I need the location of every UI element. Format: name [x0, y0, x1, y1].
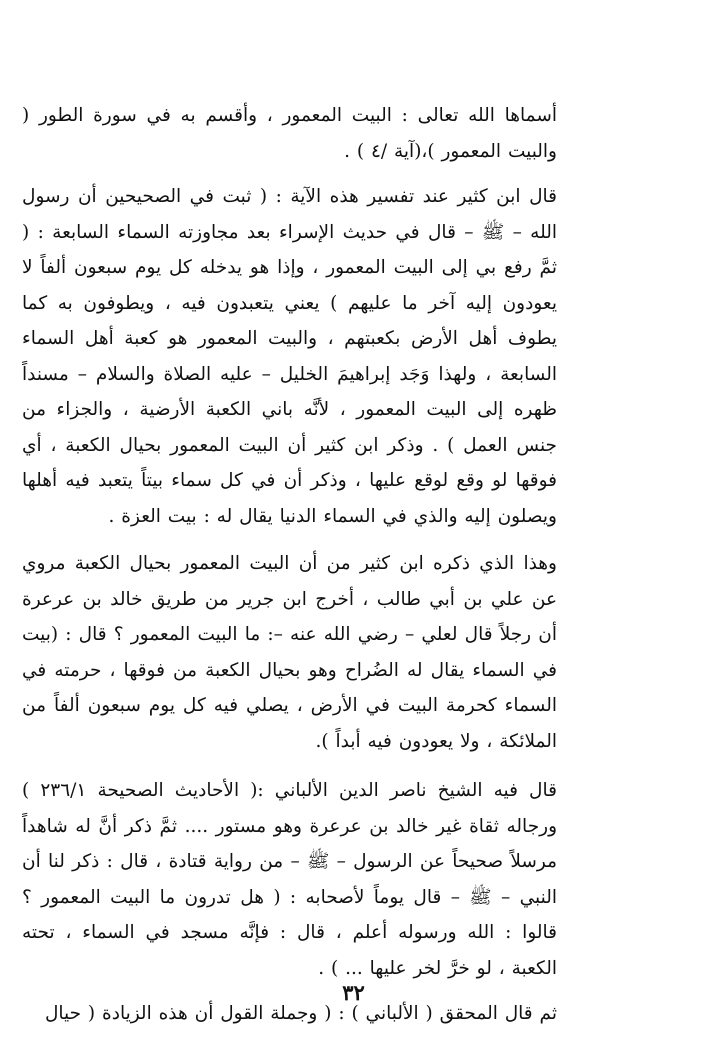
page-body — [22, 98, 557, 1032]
paragraph-5: ثم قال المحقق ( الألباني ) : ( وجملة القول أن هذه الزيادة ( حيال — [44, 1003, 557, 1024]
paragraph-4: قال فيه الشيخ ناصر الدين الألباني :( الأحاديث الصحيحة ٢٣٦/١ ) ورجاله ثقاة غير خالد بن عرعرة وهو مستور .... ثمَّ ذكر أنَّ له شاهداً مرسلاً صحيحاً عن الرسول – ﷺ – من رواية قتادة ، قال : ذكر لنا أن النبي – ﷺ – قال يوماً لأصحابه : ( هل تدرون ما البيت المعمور ؟ قالوا : الله ورسوله أعلم ، قال : فإنَّه مسجد في السماء ، تحته الكعبة ، لو خرَّ لخر عليها ... ) . — [22, 780, 557, 979]
paragraph-1: أسماها الله تعالى : البيت المعمور ، وأقسم به في سورة الطور ( والبيت المعمور )،(آية /٤ ) . — [22, 105, 557, 162]
paragraph-2: قال ابن كثير عند تفسير هذه الآية : ( ثبت في الصحيحين أن رسول الله – ﷺ – قال في حديث الإسراء بعد مجاوزته السماء السابعة : ( ثمَّ رفع بي إلى البيت المعمور ، وإذا هو يدخله كل يوم سبعون ألفاً لا يعودون إليه آخر ما عليهم ) يعني يتعبدون فيه ، ويطوفون به كما يطوف أهل الأرض بكعبتهم ، والبيت المعمور هو كعبة أهل السماء السابعة ، ولهذا وَجَد إبراهيمَ الخليل – عليه الصلاة والسلام – مسنداً ظهره إلى البيت المعمور ، لأنَّه باني الكعبة الأرضية ، والجزاء من جنس العمل ) . وذكر ابن كثير أن البيت المعمور بحيال الكعبة ، أي فوقها لو وقع لوقع عليها ، وذكر أن في كل سماء بيتاً يتعبد فيه أهلها ويصلون إليه والذي في السماء الدنيا يقال له : بيت العزة . — [22, 186, 557, 527]
page-number: ٣٢ — [342, 980, 365, 1005]
paragraph-3: وهذا الذي ذكره ابن كثير من أن البيت المعمور بحيال الكعبة مروي عن علي بن أبي طالب ، أخرج ابن جرير من طريق خالد بن عرعرة أن رجلاً قال لعلي – رضي الله عنه –: ما البيت المعمور ؟ قال : (بيت في السماء يقال له الضُراح وهو بحيال الكعبة من فوقها ، حرمته في السماء كحرمة البيت في الأرض ، يصلي فيه كل يوم سبعون ألفاً من الملائكة ، ولا يعودون فيه أبداً ). — [22, 553, 557, 752]
